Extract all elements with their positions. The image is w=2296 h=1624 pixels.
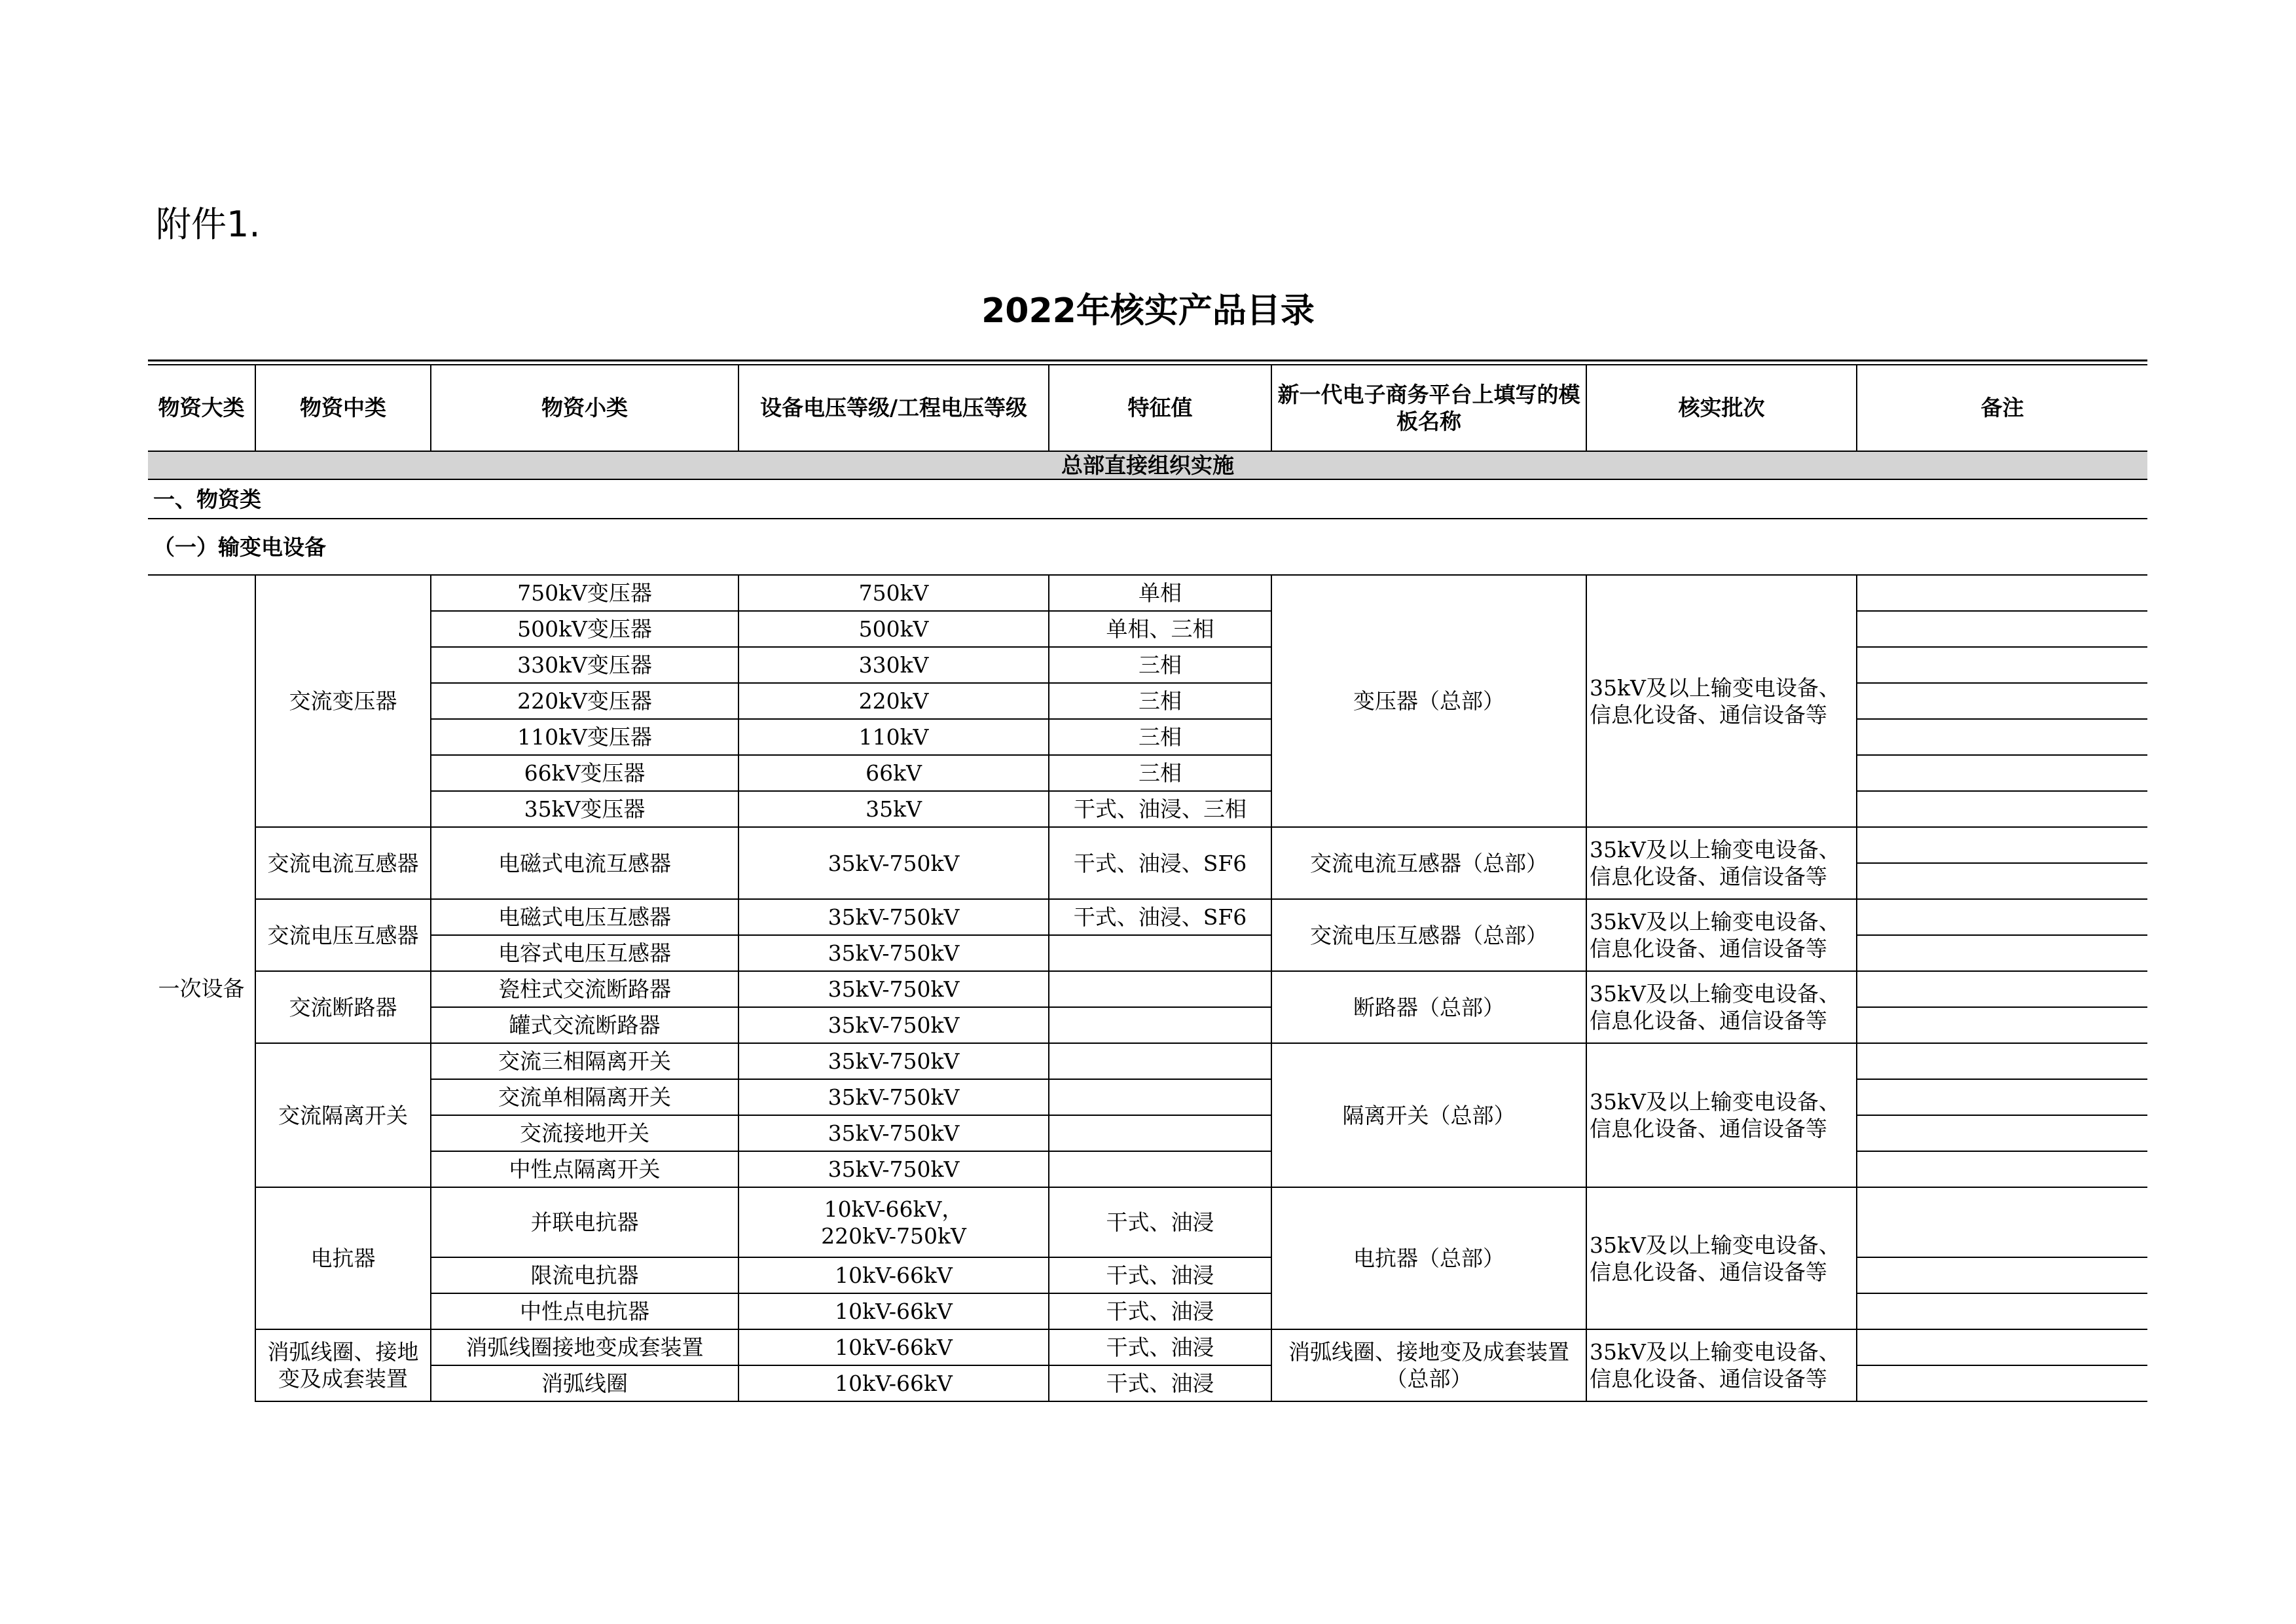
batch: 35kV及以上输变电设备、信息化设备、通信设备等	[1586, 575, 1857, 827]
feature: 三相	[1049, 683, 1271, 719]
template-name: 交流电流互感器（总部）	[1271, 827, 1586, 899]
voltage	[738, 1187, 1049, 1257]
voltage: 10kV-66kV	[738, 1293, 1049, 1329]
page-title: 2022年核实产品目录	[981, 291, 1315, 331]
template-name: 交流电压互感器（总部）	[1271, 899, 1586, 971]
template-name: 隔离开关（总部）	[1271, 1043, 1586, 1187]
minor-category: 交流三相隔离开关	[431, 1043, 738, 1079]
minor-category: 中性点隔离开关	[431, 1151, 738, 1187]
mid-category: 交流断路器	[255, 971, 431, 1043]
subsection-row	[148, 519, 2147, 575]
feature: 干式、油浸	[1049, 1293, 1271, 1329]
remark	[1857, 1365, 2147, 1401]
feature: 三相	[1049, 719, 1271, 755]
attachment-label: 附件1.	[156, 204, 261, 245]
band-row	[148, 451, 2147, 479]
voltage: 35kV-750kV	[738, 1151, 1049, 1187]
table-row	[148, 575, 2147, 611]
subsection-label: （一）输变电设备	[148, 519, 2147, 575]
minor-category: 电磁式电压互感器	[431, 899, 738, 935]
remark	[1857, 827, 2147, 863]
voltage: 10kV-66kV	[738, 1329, 1049, 1365]
mid-category: 电抗器	[255, 1187, 431, 1329]
feature: 单相、三相	[1049, 611, 1271, 647]
header-cell: 新一代电子商务平台上填写的模板名称	[1271, 365, 1586, 451]
remark	[1857, 611, 2147, 647]
batch: 35kV及以上输变电设备、信息化设备、通信设备等	[1586, 827, 1857, 899]
remark	[1857, 791, 2147, 827]
minor-category: 消弧线圈	[431, 1365, 738, 1401]
feature: 干式、油浸	[1049, 1329, 1271, 1365]
batch: 35kV及以上输变电设备、信息化设备、通信设备等	[1586, 1187, 1857, 1329]
feature: 干式、油浸	[1049, 1187, 1271, 1257]
voltage: 500kV	[738, 611, 1049, 647]
remark	[1857, 1079, 2147, 1115]
batch: 35kV及以上输变电设备、信息化设备、通信设备等	[1586, 1043, 1857, 1187]
remark	[1857, 1187, 2147, 1257]
minor-category: 35kV变压器	[431, 791, 738, 827]
minor-category: 330kV变压器	[431, 647, 738, 683]
header-cell: 核实批次	[1586, 365, 1857, 451]
feature: 干式、油浸、SF6	[1049, 899, 1271, 935]
remark	[1857, 899, 2147, 935]
table-row	[148, 827, 2147, 863]
remark	[1857, 1115, 2147, 1151]
remark	[1857, 1151, 2147, 1187]
feature	[1049, 1151, 1271, 1187]
mid-category: 消弧线圈、接地变及成套装置	[255, 1329, 431, 1401]
minor-category: 66kV变压器	[431, 755, 738, 791]
minor-category: 交流单相隔离开关	[431, 1079, 738, 1115]
voltage: 66kV	[738, 755, 1049, 791]
template-name: 电抗器（总部）	[1271, 1187, 1586, 1329]
minor-category: 消弧线圈接地变成套装置	[431, 1329, 738, 1365]
minor-category: 220kV变压器	[431, 683, 738, 719]
feature: 单相	[1049, 575, 1271, 611]
header-double-rule	[148, 360, 2147, 361]
feature: 干式、油浸	[1049, 1257, 1271, 1293]
mid-category: 交流隔离开关	[255, 1043, 431, 1187]
table-row	[148, 1187, 2147, 1257]
remark	[1857, 1043, 2147, 1079]
template-name: 变压器（总部）	[1271, 575, 1586, 827]
remark	[1857, 1329, 2147, 1365]
batch: 35kV及以上输变电设备、信息化设备、通信设备等	[1586, 971, 1857, 1043]
table-row	[148, 1043, 2147, 1079]
voltage: 110kV	[738, 719, 1049, 755]
remark	[1857, 1293, 2147, 1329]
product-catalog-table	[148, 364, 2147, 1402]
table-row	[148, 899, 2147, 935]
minor-category: 交流接地开关	[431, 1115, 738, 1151]
mid-category: 交流电压互感器	[255, 899, 431, 971]
minor-category: 罐式交流断路器	[431, 1007, 738, 1043]
remark	[1857, 575, 2147, 611]
voltage: 35kV-750kV	[738, 1079, 1049, 1115]
voltage: 35kV-750kV	[738, 1007, 1049, 1043]
band-label: 总部直接组织实施	[148, 451, 2147, 479]
feature: 干式、油浸、SF6	[1049, 827, 1271, 899]
minor-category: 电磁式电流互感器	[431, 827, 738, 899]
header-cell: 物资小类	[431, 365, 738, 451]
minor-category: 500kV变压器	[431, 611, 738, 647]
header-row	[148, 365, 2147, 451]
major-category: 一次设备	[148, 575, 255, 1401]
minor-category: 750kV变压器	[431, 575, 738, 611]
minor-category: 瓷柱式交流断路器	[431, 971, 738, 1007]
feature	[1049, 1115, 1271, 1151]
voltage-line: 10kV-66kV，	[824, 1196, 964, 1222]
feature	[1049, 935, 1271, 971]
voltage: 35kV-750kV	[738, 1043, 1049, 1079]
batch: 35kV及以上输变电设备、信息化设备、通信设备等	[1586, 899, 1857, 971]
feature: 干式、油浸	[1049, 1365, 1271, 1401]
minor-category: 限流电抗器	[431, 1257, 738, 1293]
feature: 三相	[1049, 755, 1271, 791]
voltage: 35kV-750kV	[738, 899, 1049, 935]
voltage: 220kV	[738, 683, 1049, 719]
feature	[1049, 1007, 1271, 1043]
batch: 35kV及以上输变电设备、信息化设备、通信设备等	[1586, 1329, 1857, 1401]
feature	[1049, 1079, 1271, 1115]
remark	[1857, 935, 2147, 971]
voltage: 35kV-750kV	[738, 971, 1049, 1007]
header-cell: 物资中类	[255, 365, 431, 451]
header-cell: 备注	[1857, 365, 2147, 451]
template-name: 断路器（总部）	[1271, 971, 1586, 1043]
feature	[1049, 971, 1271, 1007]
remark	[1857, 863, 2147, 899]
table-row	[148, 971, 2147, 1007]
voltage: 35kV-750kV	[738, 935, 1049, 971]
template-name: 消弧线圈、接地变及成套装置（总部）	[1271, 1329, 1586, 1401]
remark	[1857, 719, 2147, 755]
header-cell: 特征值	[1049, 365, 1271, 451]
voltage: 330kV	[738, 647, 1049, 683]
voltage: 35kV-750kV	[738, 827, 1049, 899]
section-label: 一、物资类	[148, 479, 2147, 519]
remark	[1857, 683, 2147, 719]
feature	[1049, 1043, 1271, 1079]
remark	[1857, 971, 2147, 1007]
mid-category: 交流电流互感器	[255, 827, 431, 899]
minor-category: 并联电抗器	[431, 1187, 738, 1257]
voltage-line: 220kV-750kV	[821, 1223, 966, 1249]
header-cell: 物资大类	[148, 365, 255, 451]
minor-category: 电容式电压互感器	[431, 935, 738, 971]
feature: 干式、油浸、三相	[1049, 791, 1271, 827]
voltage: 10kV-66kV	[738, 1257, 1049, 1293]
feature: 三相	[1049, 647, 1271, 683]
minor-category: 110kV变压器	[431, 719, 738, 755]
voltage: 750kV	[738, 575, 1049, 611]
voltage: 35kV	[738, 791, 1049, 827]
mid-category: 交流变压器	[255, 575, 431, 827]
remark	[1857, 1257, 2147, 1293]
minor-category: 中性点电抗器	[431, 1293, 738, 1329]
voltage: 35kV-750kV	[738, 1115, 1049, 1151]
header-cell: 设备电压等级/工程电压等级	[738, 365, 1049, 451]
section-row	[148, 479, 2147, 519]
remark	[1857, 647, 2147, 683]
table-row	[148, 1329, 2147, 1365]
remark	[1857, 755, 2147, 791]
voltage: 10kV-66kV	[738, 1365, 1049, 1401]
remark	[1857, 1007, 2147, 1043]
